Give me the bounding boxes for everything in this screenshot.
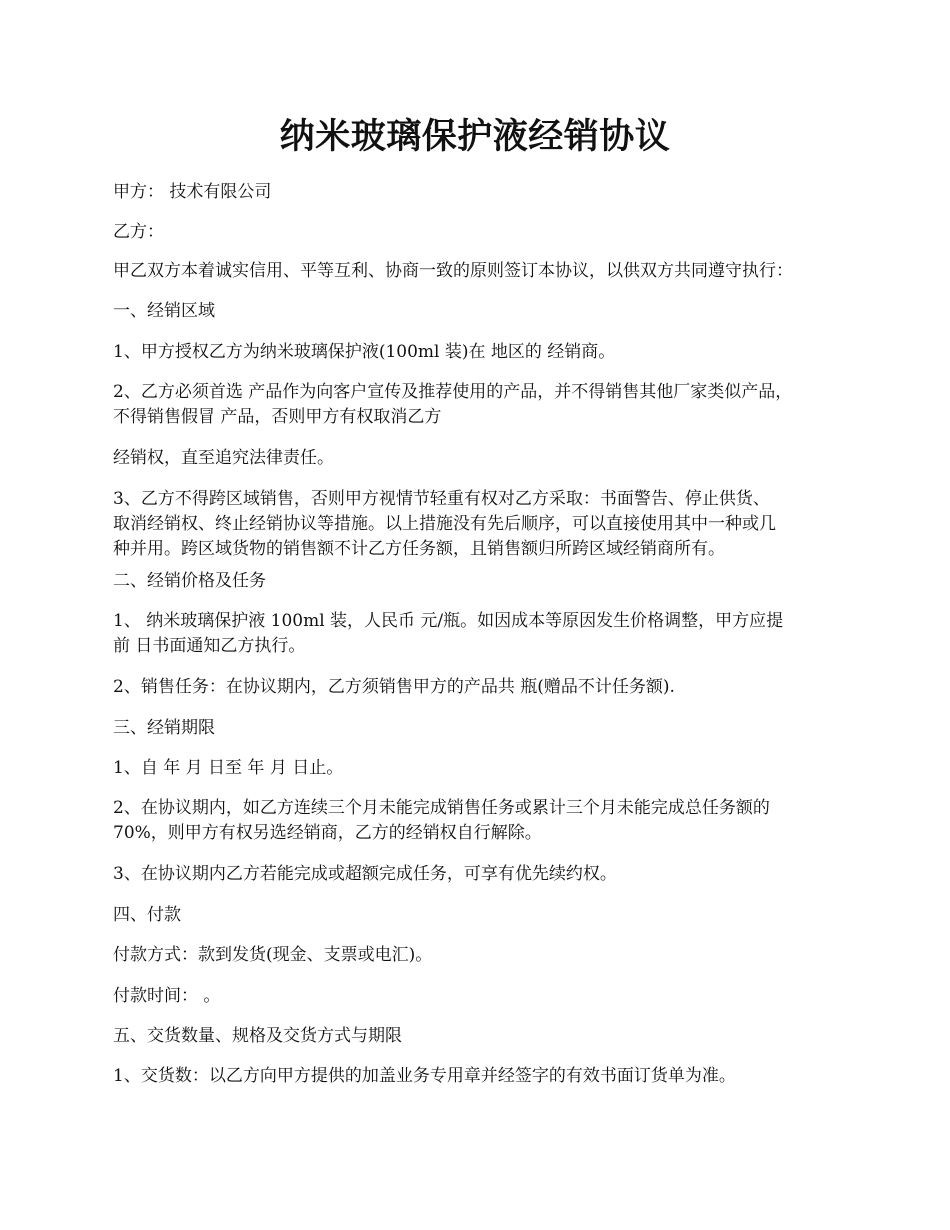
text-line: 二、经销价格及任务 xyxy=(113,571,266,591)
text-line: 1、 纳米玻璃保护液 100ml 装，人民币 元/瓶。如因成本等原因发生价格调整，甲方应提 xyxy=(113,611,784,631)
section-heading-2 xyxy=(113,569,848,594)
text-line: 种并用。跨区域货物的销售额不计乙方任务额，且销售额归所跨区域经销商所有。 xyxy=(113,539,725,559)
clause-3-2 xyxy=(113,796,848,846)
section-heading-4 xyxy=(113,903,848,928)
text-line: 甲方： 技术有限公司 xyxy=(113,182,272,202)
text-line: 不得销售假冒 产品，否则甲方有权取消乙方 xyxy=(113,407,442,427)
payment-time xyxy=(113,984,848,1009)
clause-1-1 xyxy=(113,340,848,365)
text-line: 70%，则甲方有权另选经销商，乙方的经销权自行解除。 xyxy=(113,823,542,843)
document-title: 纳米玻璃保护液经销协议 xyxy=(279,116,671,157)
party-b-line xyxy=(113,220,848,245)
clause-1-2 xyxy=(113,380,848,430)
section-heading-3 xyxy=(113,716,848,741)
text-line: 甲乙双方本着诚实信用、平等互利、协商一致的原则签订本协议，以供双方共同遵守执行： xyxy=(113,261,793,281)
text-line: 五、交货数量、规格及交货方式与期限 xyxy=(113,1026,402,1046)
text-line: 3、在协议期内乙方若能完成或超额完成任务，可享有优先续约权。 xyxy=(113,864,617,884)
clause-3-1 xyxy=(113,756,848,781)
clause-5-1 xyxy=(113,1064,848,1089)
clause-2-1 xyxy=(113,609,848,659)
text-line: 付款方式：款到发货(现金、支票或电汇)。 xyxy=(113,945,433,965)
text-line: 三、经销期限 xyxy=(113,718,215,738)
payment-method xyxy=(113,943,848,968)
preamble-paragraph xyxy=(113,259,848,284)
text-line: 2、在协议期内，如乙方连续三个月未能完成销售任务或累计三个月未能完成总任务额的 xyxy=(113,798,770,818)
clause-3-3 xyxy=(113,862,848,887)
text-line: 3、乙方不得跨区域销售，否则甲方视情节轻重有权对乙方采取：书面警告、停止供货、 xyxy=(113,489,770,509)
clause-1-2-continued xyxy=(113,446,848,471)
text-line: 四、付款 xyxy=(113,905,181,925)
text-line: 前 日书面通知乙方执行。 xyxy=(113,636,306,656)
text-line: 取消经销权、终止经销协议等措施。以上措施没有先后顺序，可以直接使用其中一种或几 xyxy=(113,514,776,534)
section-heading-5 xyxy=(113,1024,848,1049)
text-line: 一、经销区域 xyxy=(113,301,215,321)
section-heading-1 xyxy=(113,299,848,324)
text-line: 经销权，直至追究法律责任。 xyxy=(113,448,334,468)
text-line: 付款时间： 。 xyxy=(113,986,221,1006)
clause-2-2 xyxy=(113,675,848,700)
text-line: 2、销售任务：在协议期内，乙方须销售甲方的产品共 瓶(赠品不计任务额). xyxy=(113,677,675,697)
text-line: 1、甲方授权乙方为纳米玻璃保护液(100ml 装)在 地区的 经销商。 xyxy=(113,342,616,362)
text-line: 2、乙方必须首选 产品作为向客户宣传及推荐使用的产品，并不得销售其他厂家类似产品， xyxy=(113,382,793,402)
clause-1-3 xyxy=(113,487,848,562)
text-line: 1、自 年 月 日至 年 月 日止。 xyxy=(113,758,344,778)
text-line: 1、交货数：以乙方向甲方提供的加盖业务专用章并经签字的有效书面订货单为准。 xyxy=(113,1066,736,1086)
party-a-line xyxy=(113,180,848,205)
text-line: 乙方： xyxy=(113,222,164,242)
